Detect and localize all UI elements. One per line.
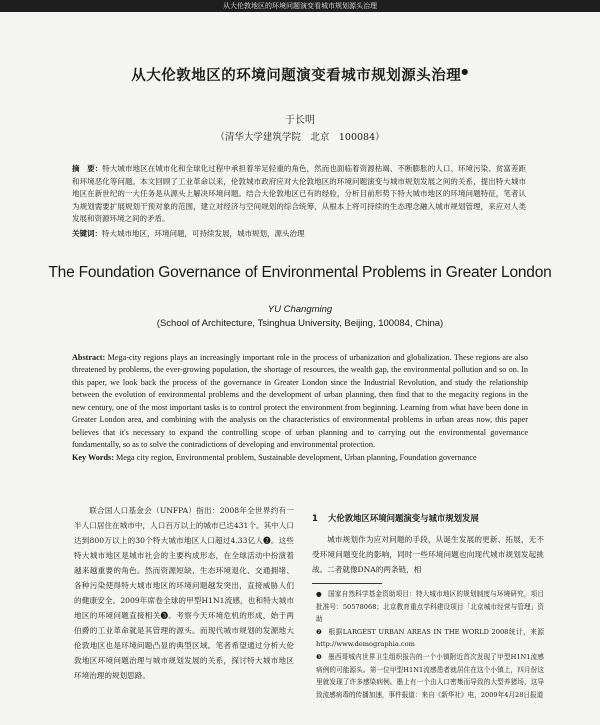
chinese-author: 于长明 [285, 115, 315, 126]
running-header [0, 0, 600, 12]
footnote-text: 国家自然科学基金资助项目：特大城市地区的规划制度与环境研究，项目批准号：50578068；北京教育重点学科建设项目「北京城市经营与管理」资助 [316, 590, 544, 624]
footnote-text: 根据LARGEST URBAN AREAS IN THE WORLD 2008统计，来源http://www.demographia.com [316, 627, 544, 649]
footnote-mark: ❸ [316, 652, 322, 661]
running-title: 从大伦敦地区的环境问题演变看城市规划源头治理 [223, 2, 377, 10]
chinese-title [0, 64, 600, 85]
english-affiliation: (School of Architecture, Tsinghua University, Beijing, 100084, China) [156, 317, 444, 329]
section-number: 1 [312, 513, 318, 523]
chinese-keywords-text: 特大城市地区，环境问题，可持续发展，城市规划，源头治理 [102, 228, 305, 238]
section-paragraph: 城市规划作为应对问题的手段，从诞生发展的更新、拓展，无不受环境问题变化的影响，同时一些环境问题也向现代城市规划发起挑战。二者就像DNA的两条链，相 [312, 535, 544, 574]
chinese-title-text: 从大伦敦地区的环境问题演变看城市规划源头治理 [131, 68, 462, 84]
section-title: 大伦敦地区环境问题演变与城市规划发展 [328, 513, 479, 523]
body-columns [74, 503, 544, 701]
right-column [312, 503, 544, 701]
chinese-affiliation: （清华大学建筑学院 北京 100084） [215, 132, 385, 143]
footnote [312, 588, 544, 626]
footnote-divider [312, 583, 382, 584]
chinese-keywords [72, 228, 526, 240]
english-keywords-label: Key Words: [72, 452, 114, 462]
title-footnote-mark: ● [461, 67, 469, 77]
english-abstract-label: Abstract: [72, 352, 106, 362]
footnote-mark: ● [316, 590, 322, 598]
chinese-abstract-label: 摘 要： [72, 164, 103, 173]
left-column [74, 503, 294, 701]
footnote [312, 651, 544, 701]
chinese-keywords-label: 关键词： [72, 228, 102, 238]
english-abstract-text: Mega-city regions plays an increasingly important role in the process of urbanization and globalization. These regions are also threatened by problems, the ever-growing population, the shortage of resources, the wealth gap, the environmental pollution and so on. In this paper, we look back the process of the governance in Greater London since the Industrial Revolution, and study the relationship between the evolution of environmental problems and the development of urban planning, then find that to the megacity regions in the new century, one of the most important tasks is to control protect the environment from beginning. Learning from what have been done in Greater London area, and combining with the analysis on the characteristics of environmental problems in urban areas now, this paper believes that it's necessary to expand the controlling scope of urban planning and to carrying out the environmental governance fundamentally, so as to solve the contradictions of developing and environmental protection. [72, 352, 528, 450]
footnote-text: 墨西哥城内世界卫生组织报告的一个小镇附近首次发现了甲型H1N1流感病例的可能源头。第一位甲型H1N1流感患者就居住在这个小镇上，四月份这里就发现了许多感染病例。墨上有一个由人口密集而导致的大型养猪场，这导致流感病毒的传播加速，事件报道：来自《新华社》电，2009年4月28日报道 [316, 652, 544, 699]
english-keywords-text: Mega city region, Environmental problem, Sustainable development, Urban planning, Foundation governance [115, 452, 477, 462]
footnote-mark: ❷ [316, 627, 322, 636]
chinese-abstract-text: 特大城市地区在城市化和全球化过程中承担着举足轻重的角色，然而也面临着资源枯竭、不断膨胀的人口、环境污染、贫富差距和环境恶化等问题。本文回顾了工业革命以来，伦敦城市政府应对大伦敦地区的环境问题演变与城市规划发展之间的关系，提出特大城市地区在新世纪的一大任务是从源头上解决环境问题。结合大伦敦地区已有的经验，分析目前形势下特大城市地区的环境问题特征，笔者认为规划需要扩展规划干预对象的范围，建立对经济与空间规划的综合统筹，从根本上将可持续的生态理念融入城市规划管理，来应对人类发展和资源环境之间的矛盾。 [72, 164, 527, 224]
english-keywords [72, 452, 540, 464]
english-title: The Foundation Governance of Environmental Problems in Greater London [48, 263, 552, 281]
intro-paragraph: 联合国人口基金会（UNFPA）指出：2008年全世界约有一半人口居住在城市中，人口百万以上的城市已达431个。其中人口达到800万以上的30个特大城市地区人口超过4.33亿人❷。这些特大城市地区是城市社会的主要构成形态，在全球活动中扮演着越来越重要的角色。然而资源短缺、生态环境退化、交通拥堵、各种污染使得特大城市地区的环境问题越发突出，直接威胁人们的健康安全。2009年席卷全球的甲型H1N1流感，也和特大城市地区的环境问题直接相关❸。考察今天环境危机的形成，始于两伯爵的工业革命就是其管理的源头。而现代城市规划的发源地大伦敦地区也是环境问题凸显的典型区域。笔者希望通过分析大伦敦地区环境问题治理与城市规划发展的关系，探讨特大城市地区环境治理的规划思路。 [74, 506, 294, 680]
english-author: YU Changming [267, 303, 333, 315]
footnote [312, 626, 544, 651]
english-abstract [72, 352, 528, 452]
section-heading [312, 511, 544, 526]
chinese-abstract [72, 163, 526, 226]
